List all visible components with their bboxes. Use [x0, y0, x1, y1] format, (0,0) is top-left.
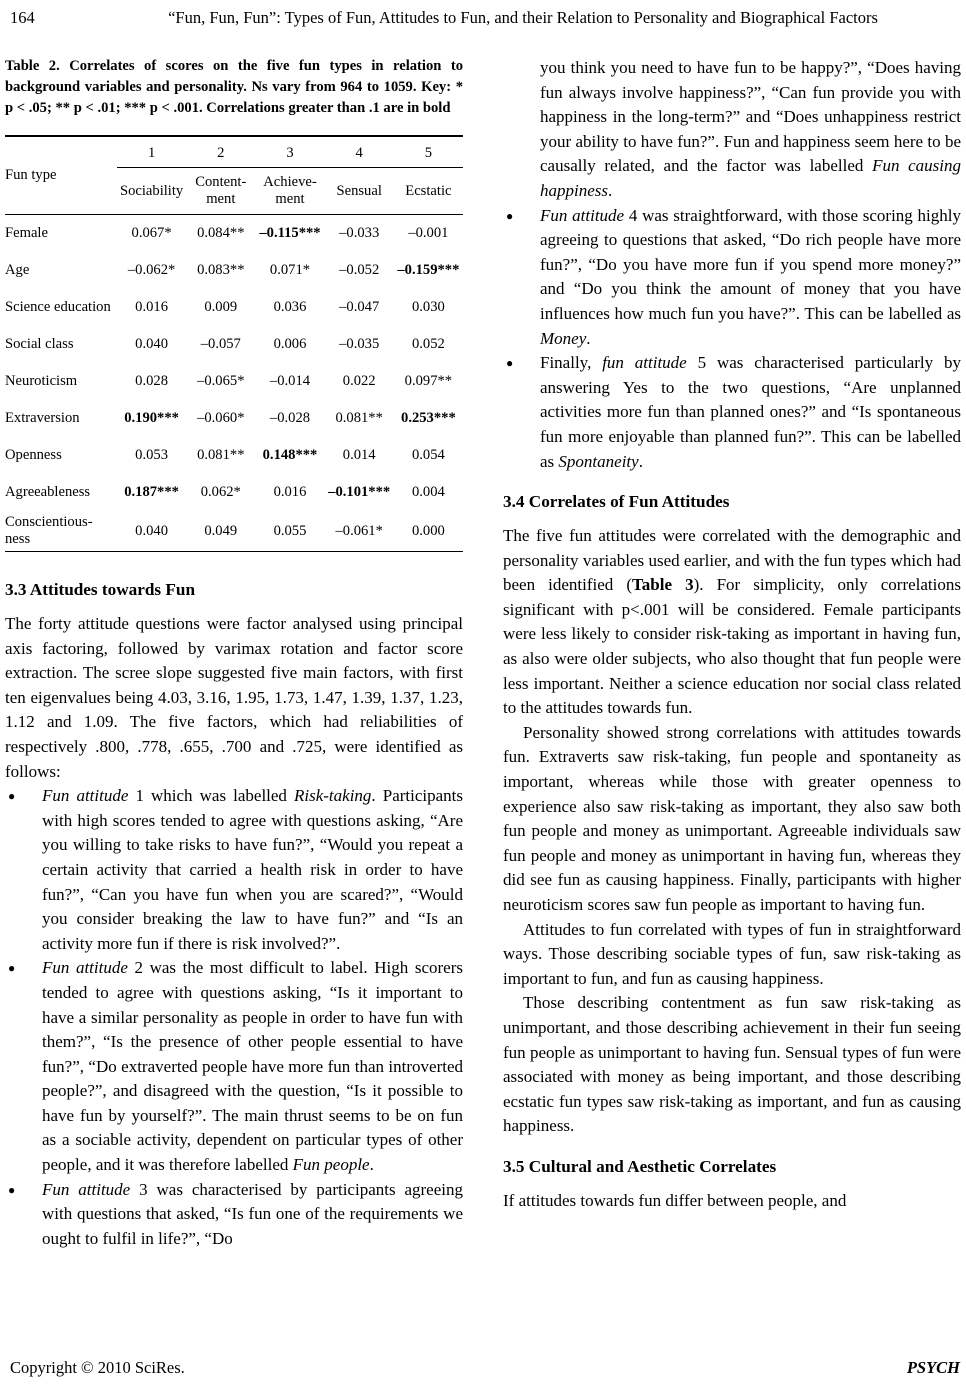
table-body — [5, 215, 463, 551]
table-cell: –0.101*** — [328, 484, 391, 500]
left-column — [5, 56, 463, 1251]
table-row-label: Age — [5, 262, 30, 278]
table-cell: 0.004 — [411, 484, 445, 500]
bullet-text: Fun attitude 2 was the most difficult to label. High scorers tended to agree with questions asking, “Is it important to have a similar personality as people in order to have fun with them?”, “Is the presence of other people essential to have fun?”, “Do extraverted people have more fun than introverted people?”, and disagreed with the question, “Is it possible to have fun by yourself?”. The main thrust seems to be on fun as a sociable activity, dependent on particular types of other people, and it was therefore labelled Fun people. — [42, 958, 463, 1175]
table-row-label: Social class — [5, 336, 74, 352]
table-cell: –0.057 — [200, 336, 241, 352]
table-cell: 0.053 — [135, 447, 169, 463]
paragraph-3-4-d: Those describing contentment as fun saw risk-taking as unimportant, and those describing achievement in their fun seeing fun people as unimportant to having fun. Sensual types of fun were associated with money as being important, and those describing ecstatic fun types saw risk-taking as important, and fun as causing happiness. — [503, 993, 961, 1136]
section-heading-3-3: 3.3 Attitudes towards Fun — [5, 580, 196, 599]
table-2 — [5, 135, 463, 552]
bullet-item-5 — [503, 351, 961, 474]
table-cell: –0.062* — [127, 262, 176, 278]
table-cell: 0.009 — [204, 299, 238, 315]
table-cell: 0.040 — [135, 336, 169, 352]
paragraph-3-4-b: Personality showed strong correlations with attitudes towards fun. Extraverts saw risk-taking, fun people and spontaneity as important, whereas while those with greater openness to experience also saw risk-taking as important, they also saw both fun people and money as unimportant. Agreeable individuals saw fun people and money as unimportant in having fun, whereas they did see fun as causing happiness. Finally, participants with higher neuroticism scores saw fun people as important to having fun. — [503, 722, 961, 914]
section-heading-3-5: 3.5 Cultural and Aesthetic Correlates — [503, 1156, 777, 1176]
bullet-item-2 — [5, 956, 463, 1177]
table-cell: –0.052 — [339, 262, 380, 278]
table-cell: 0.006 — [273, 336, 307, 352]
table-col-number: 4 — [325, 137, 394, 168]
table-row — [5, 474, 463, 511]
table-col-name: Achieve-ment — [263, 174, 317, 207]
table-caption: Table 2. Correlates of scores on the five fun types in relation to background variables and personality. Ns vary from 964 to 1059. Key: * p < .05; ** p < .01; *** p < .001. Correlations greater than .1 are in bold — [5, 58, 463, 116]
table-cell: 0.253*** — [401, 410, 456, 426]
table-cell: 0.014 — [342, 447, 376, 463]
page-header — [0, 0, 966, 32]
bullet-icon: ● — [506, 208, 514, 223]
copyright-text: Copyright © 2010 SciRes. — [10, 1358, 185, 1377]
table-cell: 0.022 — [342, 373, 376, 389]
table-cell: 0.016 — [273, 484, 307, 500]
table-cell: –0.060* — [197, 410, 245, 426]
table-col-name: Sensual — [336, 182, 382, 199]
bullet-text: Fun attitude 4 was straightforward, with those scoring highly agreeing to questions that asked, “Do rich people have more fun?”, “Do you have more fun if you spend more money?” and “Do you think the amount of money that you have influences how much fun you have?”. This can be labelled as Money. — [540, 205, 961, 348]
table-col-number: 5 — [394, 137, 463, 168]
table-cell: 0.040 — [135, 522, 169, 539]
table-row-label: Neuroticism — [5, 373, 78, 389]
table-cell: 0.084** — [197, 225, 245, 241]
table-row — [5, 326, 463, 363]
table-cell: 0.148*** — [262, 447, 318, 463]
table-cell: 0.054 — [411, 447, 445, 463]
table-cell: 0.097** — [404, 373, 453, 389]
table-row-label: Science education — [5, 299, 111, 315]
table-row-header-label: Fun type — [5, 167, 57, 183]
bullet-item-1 — [5, 784, 463, 956]
paragraph-3-3: The forty attitude questions were factor analysed using principal axis factoring, followed by varimax rotation and factor score extraction. The scree slope suggested five main factors, with first ten eigenvalues being 4.03, 3.16, 1.95, 1.73, 1.47, 1.39, 1.37, 1.23, 1.12 and 1.09. The five factors, which had reliabilities of respectively .800, .778, .655, .700 and .725, were identified as follows: — [5, 614, 463, 781]
bullet-3-continuation: you think you need to have fun to be happy?”, “Does having fun always involve happiness?”, “Can fun provide you with happiness in the long-term?” and “Does unhappiness restrict your ability to have fun?”. Fun and happiness seem here to be causally related, and the factor was labelled Fun causing happiness. — [540, 58, 961, 200]
table-cell: –0.047 — [339, 299, 380, 315]
paragraph-3-4-c: Attitudes to fun correlated with types of fun in straightforward ways. Those describing sociable types of fun, saw risk-taking as important to fun, and fun as causing happiness. — [503, 919, 961, 988]
table-col-number: 2 — [186, 137, 255, 168]
table-row-label: Conscientious-ness — [5, 514, 93, 547]
bullet-icon: ● — [506, 356, 514, 371]
table-cell: 0.067* — [131, 225, 172, 241]
table-cell: 0.187*** — [124, 484, 179, 500]
table-cell: 0.081** — [197, 447, 245, 463]
table-row-label: Extraversion — [5, 410, 80, 426]
table-cell: 0.049 — [204, 522, 238, 539]
table-cell: –0.035 — [339, 336, 380, 352]
table-row — [5, 437, 463, 474]
table-cell: 0.000 — [411, 522, 445, 539]
table-cell: –0.159*** — [397, 262, 460, 278]
table-row — [5, 363, 463, 400]
table-row — [5, 400, 463, 437]
table-cell: –0.033 — [339, 225, 380, 241]
table-row-label: Openness — [5, 447, 62, 463]
table-cell: –0.028 — [269, 410, 311, 426]
table-col-name: Ecstatic — [405, 182, 452, 199]
page-footer — [10, 1358, 960, 1378]
table-cell: –0.065* — [197, 373, 245, 389]
table-col-name: Content-ment — [195, 174, 247, 207]
running-title: “Fun, Fun, Fun”: Types of Fun, Attitudes to Fun, and their Relation to Personality and Biographical Factors — [168, 8, 878, 27]
table-cell: 0.030 — [411, 299, 445, 315]
bullet-icon: ● — [8, 1182, 16, 1197]
table-row — [5, 289, 463, 326]
two-column-layout — [0, 56, 966, 1251]
section-heading-3-4: 3.4 Correlates of Fun Attitudes — [503, 492, 730, 512]
table-cell: 0.083** — [197, 262, 245, 278]
table-cell: –0.001 — [408, 225, 449, 241]
table-cell: 0.081** — [335, 410, 383, 426]
table-cell: 0.062* — [200, 484, 241, 500]
bullet-icon: ● — [8, 789, 16, 804]
bullet-text: Finally, fun attitude 5 was characterised particularly by answering Yes to the two questions, “Are unplanned activities more fun than planned ones?” and “Is spontaneous fun more enjoyable than planned fun?”. This can be labelled as Spontaneity. — [540, 353, 961, 471]
table-cell: 0.052 — [411, 336, 445, 352]
table-row — [5, 511, 463, 551]
paragraph-3-5: If attitudes towards fun differ between people, and — [503, 1190, 847, 1210]
table-col-number: 3 — [255, 137, 324, 168]
table-header — [5, 137, 463, 215]
table-cell: 0.190*** — [124, 410, 179, 426]
table-cell: –0.115*** — [259, 225, 321, 241]
bullet-icon: ● — [8, 961, 16, 976]
page-number: 164 — [10, 8, 35, 27]
table-cell: –0.061* — [335, 522, 383, 539]
table-col-name: Sociability — [119, 182, 184, 199]
bullet-item-3 — [5, 1178, 463, 1252]
table-cell: 0.036 — [273, 299, 307, 315]
bullet-item-4 — [503, 204, 961, 352]
table-cell: 0.028 — [135, 373, 169, 389]
table-col-number: 1 — [117, 137, 186, 168]
table-row — [5, 252, 463, 289]
table-row — [5, 215, 463, 252]
table-cell: –0.014 — [269, 373, 311, 389]
bullet-text: Fun attitude 3 was characterised by participants agreeing with questions that asked, “Is fun one of the requirements we ought to fulfil in life?”, “Do — [42, 1179, 463, 1248]
table-cell: 0.071* — [269, 262, 311, 278]
right-column — [503, 56, 961, 1214]
bullet-text: Fun attitude 1 which was labelled Risk-taking. Participants with high scores tended to agree with questions asking, “Are you willing to take risks to have fun?”, “Would you repeat a certain activity that carried a health risk in order to have fun?”, “Can you have fun when you are scared?”, “Would you consider breaking the law to have fun?” and “Is an activity more fun if there is risk involved?”. — [42, 786, 463, 953]
table-row-label: Female — [5, 225, 48, 241]
paragraph-3-4-a: The five fun attitudes were correlated with the demographic and personality variables used earlier, and with the fun types which had been identified (Table 3). For simplicity, only correlations significant with p<.001 will be considered. Female participants were less likely to consider risk-taking as important in having fun, as also were older subjects, who also thought that fun people were less important. Neither a science education nor social class related to the attitudes towards fun. — [503, 526, 961, 718]
table-cell: 0.016 — [135, 299, 169, 315]
journal-abbrev: PSYCH — [906, 1358, 960, 1377]
table-row-label: Agreeableness — [5, 484, 91, 500]
table-cell: 0.055 — [273, 522, 307, 539]
